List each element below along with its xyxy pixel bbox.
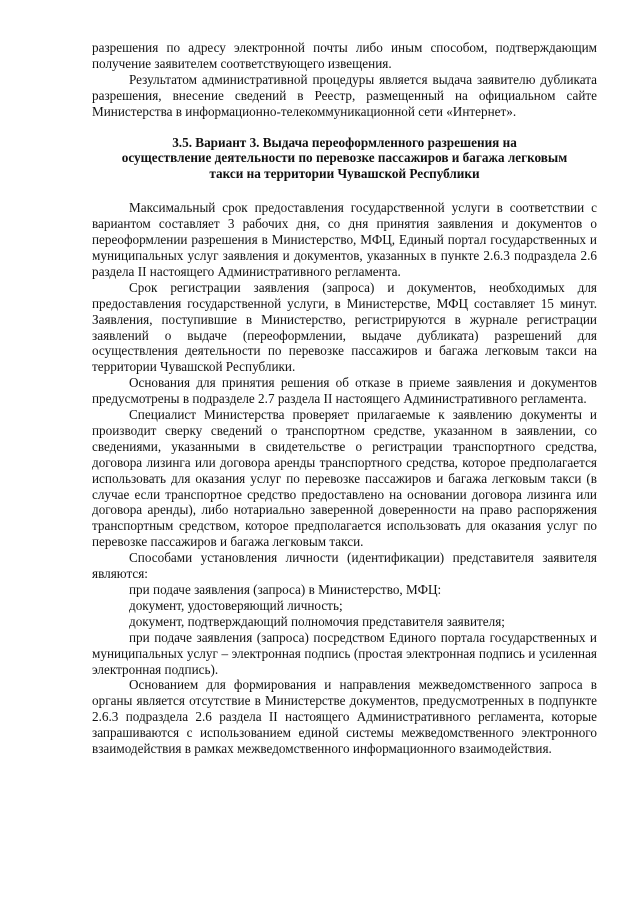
paragraph-max-term: Максимальный срок предоставления государственной услуги в соответствии с вариантом составляет 3 рабочих дня, со дня принятия заявления и документов о переоформлении разрешения в Министерство, МФЦ, Единый портал государственных и муниципальных услуг заявления и документов, указанных в пункте 2.6.3 подраздела 2.6 раздела II настоящего Административного регламента. xyxy=(92,200,597,279)
paragraph-interagency-request: Основанием для формирования и направления межведомственного запроса в органы является отсутствие в Министерстве документов, предусмотренных в подпункте 2.6.3 подраздела 2.6 раздела II настоящего Административного регламента, которые запрашиваются с использованием единой системы межведомственного электронного взаимодействия в рамках межведомственного информационного взаимодействия. xyxy=(92,677,597,757)
paragraph-identification-methods: Способами установления личности (идентификации) представителя заявителя являются: xyxy=(92,550,597,582)
document-page xyxy=(92,40,597,757)
list-item-identity-document: документ, удостоверяющий личность; xyxy=(129,597,343,613)
paragraph-registration-term: Срок регистрации заявления (запроса) и документов, необходимых для предоставления государственной услуги, в Министерстве, МФЦ составляет 15 минут. Заявления, поступившие в Министерство, регистрируются в журнале регистрации заявлений о выдаче (переоформлении, выдаче дубликата) разрешений для осуществления деятельности по перевозке пассажиров и багажа легковым такси на территории Чувашской Республики. xyxy=(92,279,597,375)
intro-paragraph-result: Результатом административной процедуры является выдача заявителю дубликата разрешения, внесение сведений в Реестр, размещенный на официальном сайте Министерства в информационно-телекоммуникационной сети «Интернет». xyxy=(92,71,597,119)
paragraph-refusal-grounds: Основания для принятия решения об отказе в приеме заявления и документов предусмотрены в подразделе 2.7 раздела II настоящего Административного регламента. xyxy=(92,375,597,407)
section-heading-line-1: 3.5. Вариант 3. Выдача переоформленного разрешения на xyxy=(172,134,517,150)
section-heading xyxy=(92,135,597,183)
section-heading-line-2: осуществление деятельности по перевозке пассажиров и багажа легковым xyxy=(121,150,568,166)
section-heading-line-3: такси на территории Чувашской Республики xyxy=(209,166,480,182)
paragraph-portal-submission: при подаче заявления (запроса) посредством Единого портала государственных и муниципальных услуг – электронная подпись (простая электронная подпись и усиленная электронная подпись). xyxy=(92,629,597,677)
paragraph-document-check: Специалист Министерства проверяет прилагаемые к заявлению документы и производит сверку сведений о транспортном средстве, указанном в заявлении, со сведениями, указанными в свидетельстве о регистрации транспортного средства, договора лизинга или договора аренды транспортного средства, которое предполагается использовать для оказания услуг по перевозке пассажиров и багажа легковым такси (в случае если транспортное средство предоставлено на основании договора лизинга или договора аренды), либо нотариально заверенной доверенности на право распоряжения транспортным средством, которое предполагается использовать для оказания услуг по перевозке пассажиров и багажа легковым такси. xyxy=(92,407,597,550)
list-item-authority-document: документ, подтверждающий полномочия представителя заявителя; xyxy=(129,613,505,629)
list-item-ministry-submission: при подаче заявления (запроса) в Министерство, МФЦ: xyxy=(129,582,442,597)
intro-paragraph-continuation: разрешения по адресу электронной почты либо иным способом, подтверждающим получение заявителем соответствующего извещения. xyxy=(92,40,597,71)
